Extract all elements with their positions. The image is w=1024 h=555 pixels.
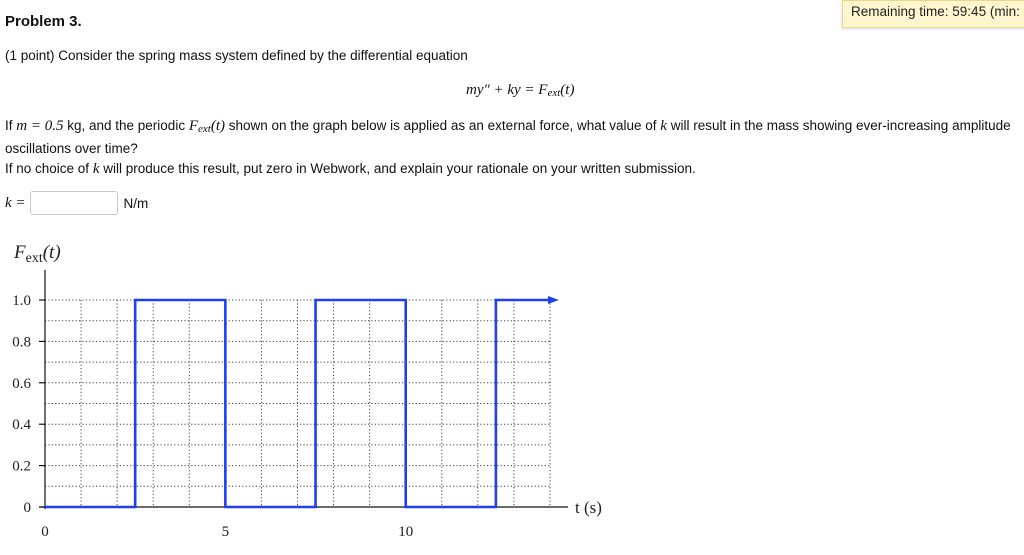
problem-question <box>5 116 1017 179</box>
force-subscript: ext <box>198 123 211 135</box>
y-tick-label: 0.6 <box>12 375 31 392</box>
note-part: will produce this result, put zero in Webwork, and explain your rationale on your written submission. <box>99 161 696 176</box>
y-tick-label: 0.4 <box>12 417 31 434</box>
x-tick-label: 10 <box>398 524 414 540</box>
y-tick-label: 0 <box>23 500 31 516</box>
remaining-time-banner <box>842 0 1024 28</box>
problem-intro: (1 point) Consider the spring mass system defined by the differential equation <box>5 48 468 63</box>
k-answer-input[interactable] <box>30 191 118 215</box>
question-text <box>5 116 1017 159</box>
series-layer <box>45 296 559 507</box>
answer-unit: N/m <box>123 195 149 211</box>
differential-equation <box>466 82 574 99</box>
x-tick-label: 5 <box>221 524 230 540</box>
y-axis-label: $F_{ext}(t)$ <box>14 242 61 266</box>
force-argument: (t) <box>210 118 225 134</box>
mass-value: m = 0.5 <box>16 118 64 134</box>
equation-subscript: ext <box>547 87 561 99</box>
tick-labels <box>12 293 413 540</box>
answer-row <box>5 188 148 218</box>
force-symbol: F <box>188 118 198 134</box>
remaining-time-text: Remaining time: 59:45 (min: <box>851 4 1020 19</box>
y-tick-label: 0.2 <box>12 458 31 475</box>
force-graph <box>0 228 640 555</box>
note-part: If no choice of <box>5 161 93 176</box>
y-tick-label: 0.8 <box>12 334 31 351</box>
grid-lines <box>45 300 550 507</box>
question-note <box>5 159 1017 179</box>
question-part: kg, and the periodic <box>63 118 189 133</box>
equation-main: my″ + ky = F <box>466 82 548 98</box>
series-arrowhead <box>548 296 559 304</box>
equation-tail: (t) <box>560 82 575 98</box>
k-symbol: k <box>660 118 667 134</box>
y-tick-label: 1.0 <box>12 293 31 309</box>
k-symbol: k <box>92 161 100 177</box>
axes <box>39 270 568 509</box>
answer-label: k = <box>5 194 26 211</box>
question-part: If <box>5 118 17 133</box>
question-part: shown on the graph below is applied as an external force, what value of <box>225 118 661 133</box>
question-part: will result in the mass showing ever-increasing amplitude oscillations over time? <box>5 118 1011 156</box>
x-tick-label: 0 <box>41 524 49 540</box>
x-axis-label: t (s) <box>575 498 602 517</box>
problem-title: Problem 3. <box>5 13 82 30</box>
